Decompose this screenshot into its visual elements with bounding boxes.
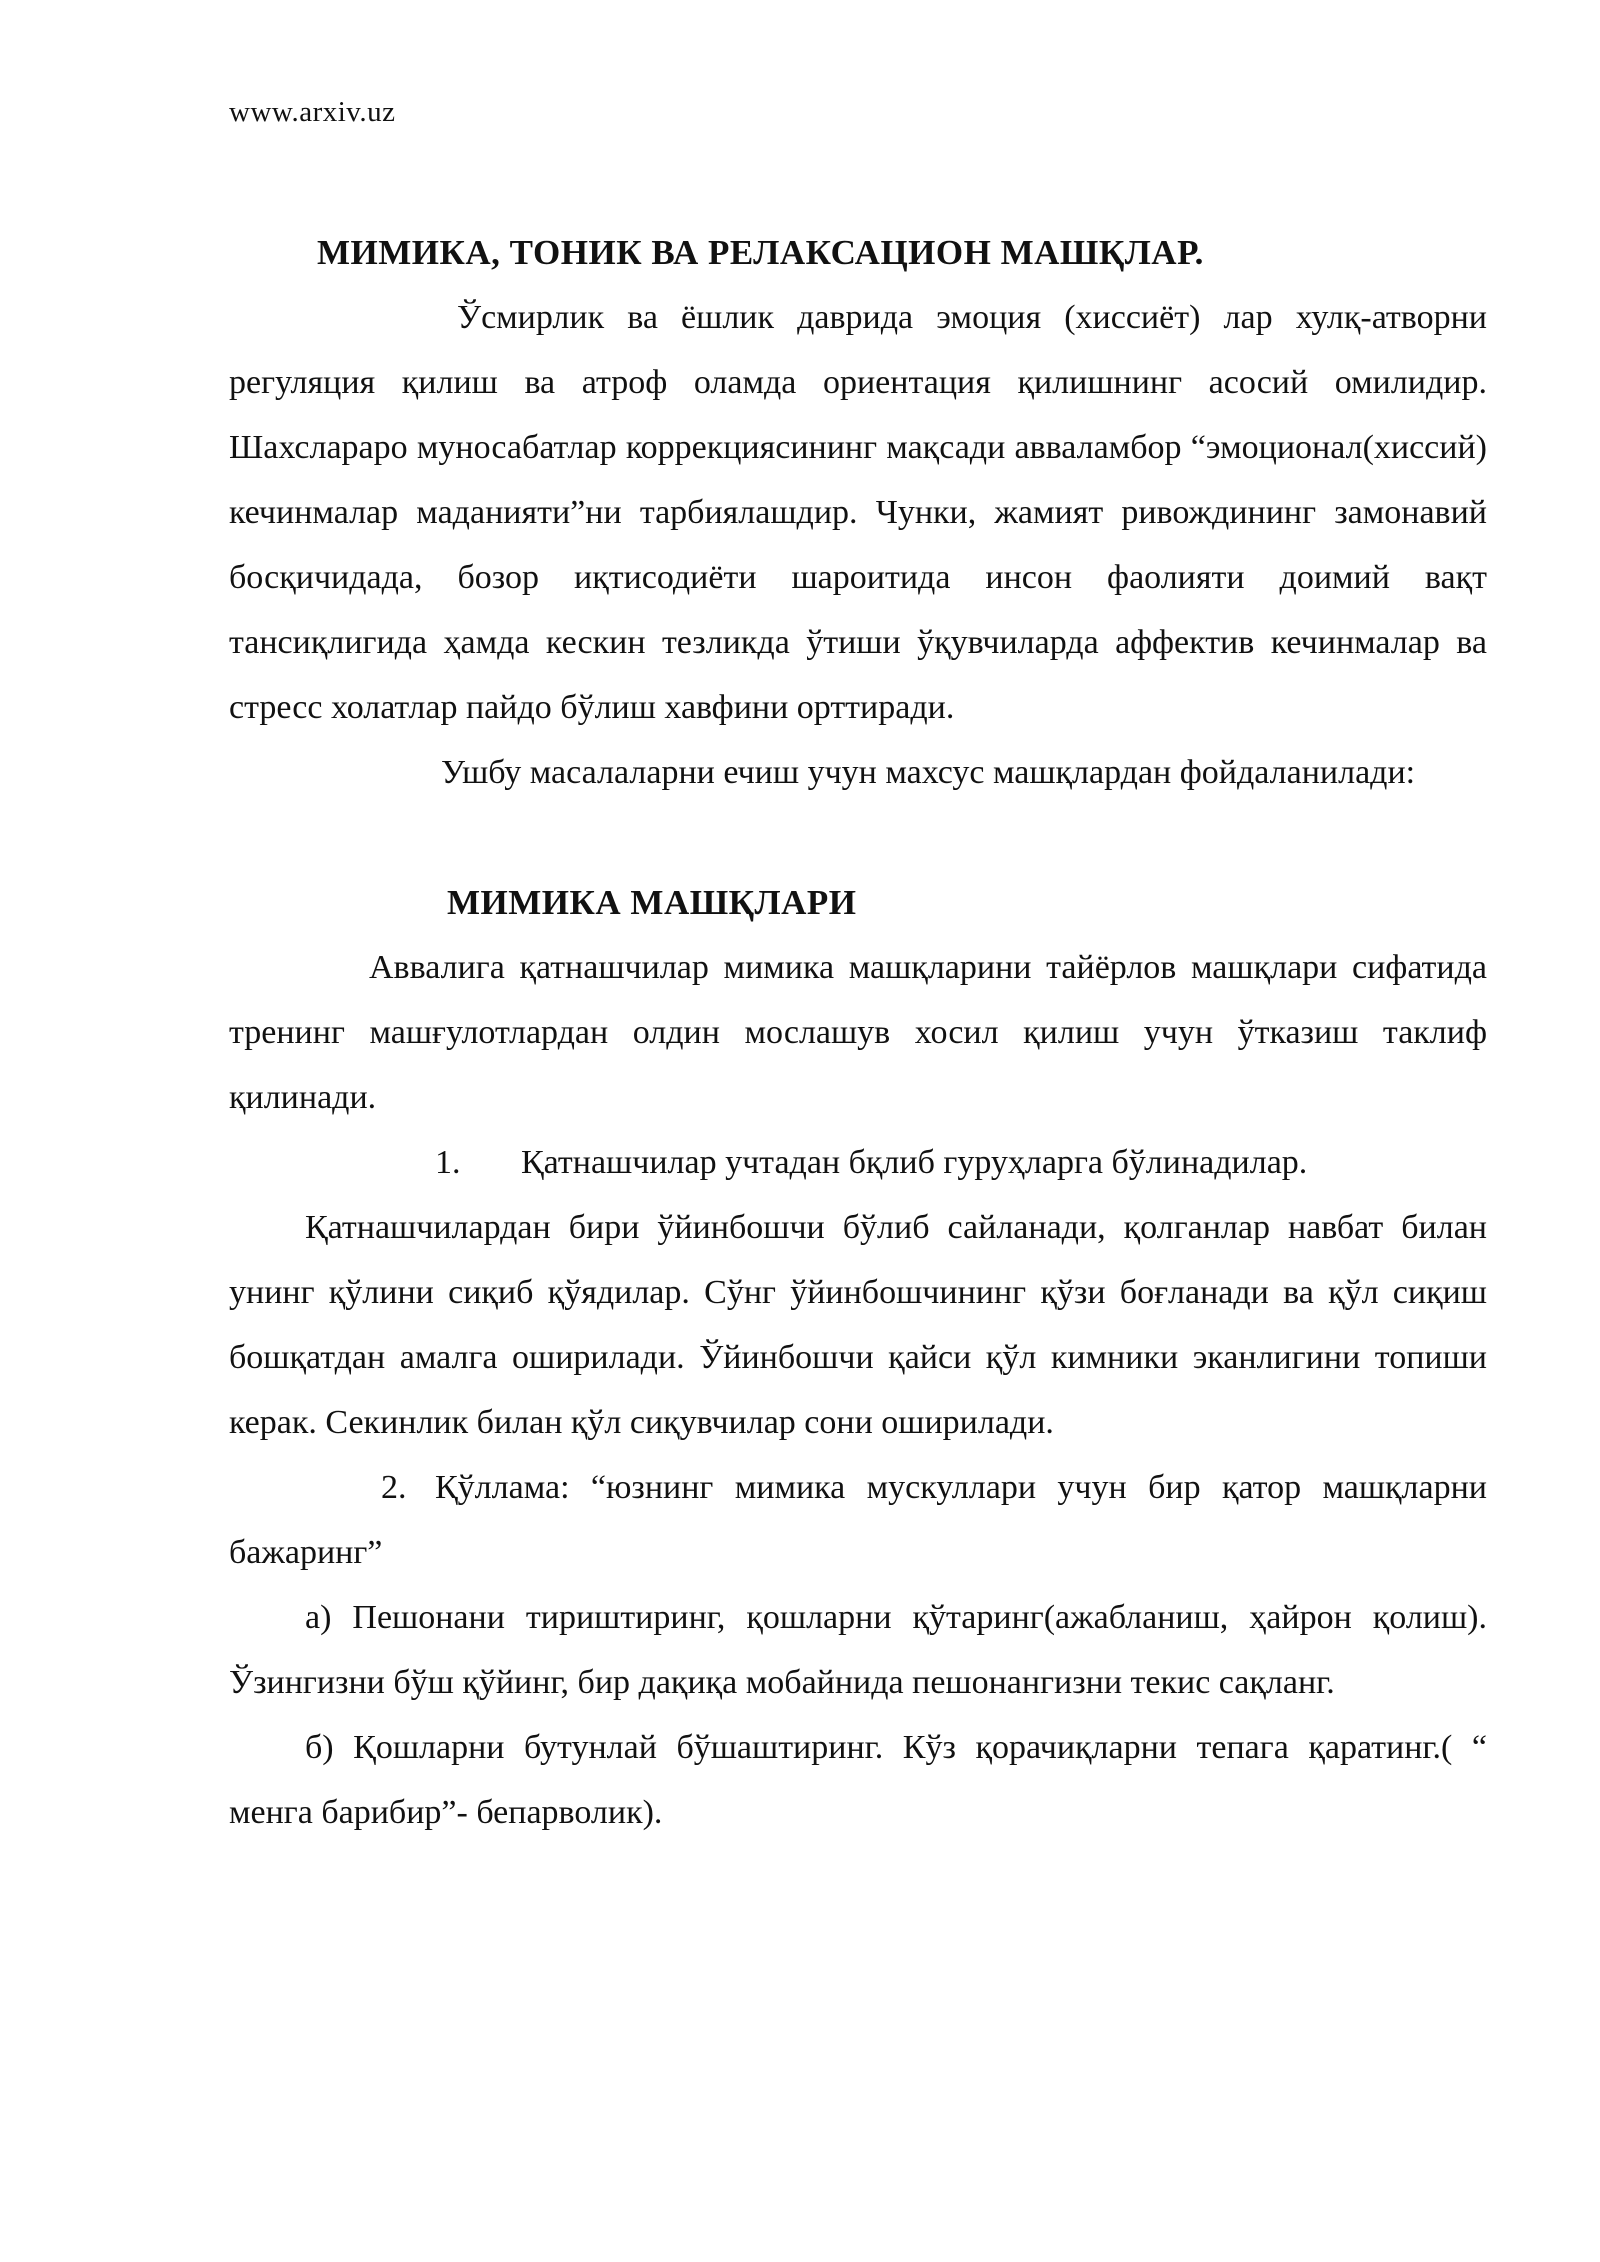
list-item-text: Қўллама: “юзнинг мимика мускуллари учун бир қатор машқларни бажаринг” [229, 1469, 1487, 1571]
section-heading: МИМИКА МАШҚЛАРИ [447, 883, 857, 922]
list-item-number: 1. [435, 1144, 461, 1181]
paragraph-exercise-b: б) Қошларни бутунлай бўшаштиринг. Кўз қорачиқларни тепага қаратинг.( “ менга барибир”- бепарволик). [229, 1729, 1487, 1831]
list-item-text: Қатнашчилар учтадан бқлиб гуруҳларга бўлинадилар. [521, 1144, 1308, 1181]
spacer [229, 805, 1487, 870]
document-title: МИМИКА, ТОНИК ВА РЕЛАКСАЦИОН МАШҚЛАР. [317, 233, 1204, 272]
list-item-2 [229, 1455, 1487, 1585]
list-item-number: 2. [381, 1469, 407, 1506]
document-body [229, 220, 1487, 1845]
header-url: www.arxiv.uz [229, 96, 396, 128]
paragraph-preparation: Аввалига қатнашчилар мимика машқларини тайёрлов машқлари сифатида тренинг машғулотлардан олдин мослашув хосил қилиш учун ўтказиш таклиф қилинади. [229, 949, 1487, 1116]
paragraph-exercises-intro: Ушбу масалаларни ечиш учун махсус машқлардан фойдаланилади: [441, 754, 1416, 791]
paragraph-handshake-game: Қатнашчилардан бири ўйинбошчи бўлиб сайланади, қолганлар навбат билан унинг қўлини сиқиб қўядилар. Сўнг ўйинбошчининг қўзи боғланади ва қўл сиқиш бошқатдан амалга оширилади. Ўйинбошчи қайси қўл кимники эканлигини топиши керак. Секинлик билан қўл сиқувчилар сони оширилади. [229, 1209, 1487, 1441]
paragraph-exercise-a: а) Пешонани тириштиринг, қошларни қўтаринг(ажабланиш, ҳайрон қолиш). Ўзингизни бўш қўйинг, бир дақиқа мобайнида пешонангизни текис сақланг. [229, 1599, 1487, 1701]
paragraph-intro: Ўсмирлик ва ёшлик даврида эмоция (хиссиёт) лар хулқ-атворни регуляция қилиш ва атроф оламда ориентация қилишнинг асосий омилидир. Шахслараро муносабатлар коррекциясининг мақсади авваламбор “эмоционал(хиссий) кечинмалар маданияти”ни тарбиялашдир. Чунки, жамият ривождининг замонавий босқичидада, бозор иқтисодиёти шароитида инсон фаолияти доимий вақт тансиқлигида ҳамда кескин тезликда ўтиши ўқувчиларда аффектив кечинмалар ва стресс холатлар пайдо бўлиш хавфини орттиради. [229, 299, 1487, 726]
list-item-1 [229, 1130, 1487, 1195]
